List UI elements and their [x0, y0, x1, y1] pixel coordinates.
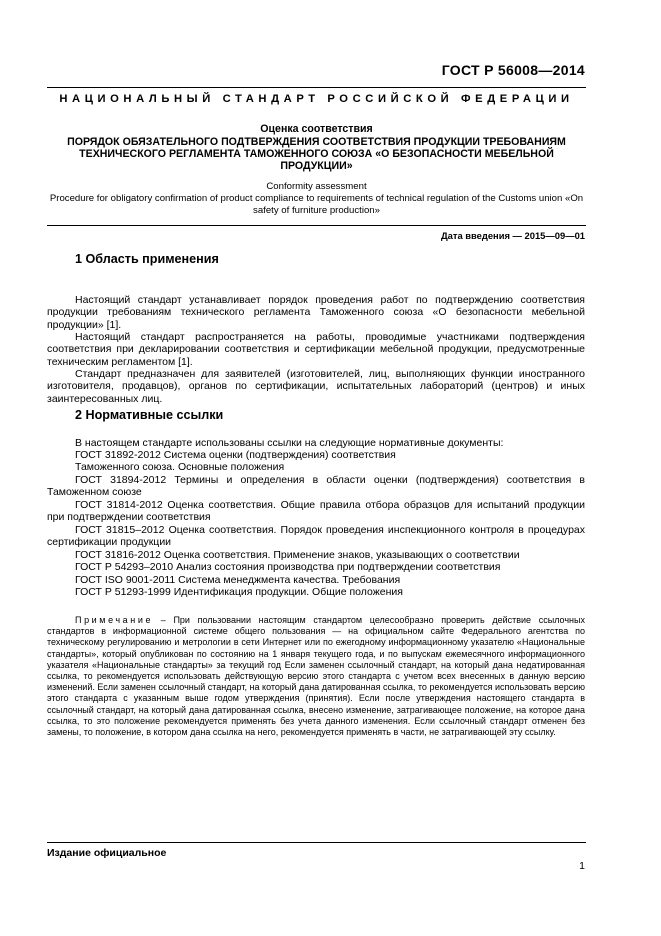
title-ru-main: ПОРЯДОК ОБЯЗАТЕЛЬНОГО ПОДТВЕРЖДЕНИЯ СООТВЕТСТВИЯ ПРОДУКЦИИ ТРЕБОВАНИЯМ ТЕХНИЧЕСКОГО РЕГЛАМЕНТА ТАМОЖЕННОГО СОЮЗА «О БЕЗОПАСНОСТИ МЕБЕЛЬНОЙ ПРОДУКЦИИ»	[67, 136, 566, 172]
reference-item: ГОСТ 31815–2012 Оценка соответствия. Порядок проведения инспекционного контроля в процедурах сертификации продукции	[47, 524, 585, 549]
references-note	[47, 615, 585, 738]
header-divider	[47, 87, 586, 88]
note-label: Примечание	[75, 615, 154, 625]
introduction-date: Дата введения — 2015—09—01	[440, 230, 585, 241]
section-1-paragraph: Настоящий стандарт распространяется на работы, проводимые участниками подтверждения соответствия при декларировании соответствия и сертификации мебельной продукции, предусмотренные техническим регламентом [1].	[47, 331, 585, 368]
section-1-paragraph: Стандарт предназначен для заявителей (изготовителей, лиц, выполняющих функции иностранного изготовителя, продавцов), органов по сертификации, испытательных лабораторий (центров) и иных заинтересованных лиц.	[47, 368, 585, 405]
standard-code: ГОСТ Р 56008—2014	[441, 62, 585, 78]
section-1-heading: 1 Область применения	[75, 252, 219, 266]
page-number: 1	[579, 860, 585, 872]
section-2-heading: 2 Нормативные ссылки	[75, 408, 224, 422]
reference-item: ГОСТ 31814-2012 Оценка соответствия. Общие правила отбора образцов для испытаний продукции при подтверждении соответствия	[47, 499, 585, 524]
reference-item: ГОСТ Р 51293-1999 Идентификация продукции. Общие положения	[75, 586, 403, 598]
reference-item: ГОСТ Р 54293–2010 Анализ состояния производства при подтверждении соответствия	[75, 561, 501, 573]
title-en-subtitle: Conformity assessment	[266, 181, 367, 192]
edition-label: Издание официальное	[47, 847, 167, 859]
reference-item: Таможенного союза. Основные положения	[75, 461, 285, 473]
reference-item: ГОСТ ISO 9001-2011 Система менеджмента качества. Требования	[75, 574, 401, 586]
national-standard-banner: НАЦИОНАЛЬНЫЙ СТАНДАРТ РОССИЙСКОЙ ФЕДЕРАЦИИ	[59, 93, 574, 105]
section-2-intro: В настоящем стандарте использованы ссылки на следующие нормативные документы:	[75, 437, 504, 449]
title-ru-subtitle: Оценка соответствия	[260, 123, 373, 135]
title-en-main: Procedure for obligatory confirmation of product compliance to requirements of technical regulation of the Customs union «On safety of furniture production»	[49, 193, 584, 216]
note-text: – При пользовании настоящим стандартом целесообразно проверить действие ссылочных стандартов в информационной системе общего пользования — на официальном сайте Федерального агентства по техническому регулированию и метрологии в сети Интернет или по ежегодному информационному указателю «Национальные стандарты», который опубликован по состоянию на 1 января текущего года, и по выпускам ежемесячного информационного указателя «Национальные стандарты» за текущий год Если заменен ссылочный стандарт, на который дана недатированная ссылка, то рекомендуется использовать действующую версию этого стандарта с учетом всех внесенных в данную версию изменений. Если заменен ссылочный стандарт, на который дана датированная ссылка, то рекомендуется использовать версию этого стандарта с указанным выше годом утверждения (принятия). Если после утверждения настоящего стандарта в ссылочный стандарт, на который дана датированная ссылка, внесено изменение, затрагивающее положение, на которое дана ссылка, то это положение рекомендуется применять без учета данного изменения. Если ссылочный стандарт отменен без замены, то положение, в котором дана ссылка на него, рекомендуется применять в части, не затрагивающей эту ссылку.	[47, 615, 585, 738]
reference-item: ГОСТ 31816-2012 Оценка соответствия. Применение знаков, указывающих о соответствии	[75, 549, 520, 561]
title-divider	[47, 225, 586, 226]
reference-item: ГОСТ 31894-2012 Термины и определения в области оценки (подтверждения) соответствия в Таможенном союзе	[47, 474, 585, 499]
section-1-paragraph: Настоящий стандарт устанавливает порядок проведения работ по подтверждению соответствия продукции требованиям технического регламента Таможенного союза «О безопасности мебельной продукции» [1].	[47, 294, 585, 331]
footer-divider	[47, 842, 586, 843]
reference-item: ГОСТ 31892-2012 Система оценки (подтверждения) соответствия	[75, 449, 396, 461]
